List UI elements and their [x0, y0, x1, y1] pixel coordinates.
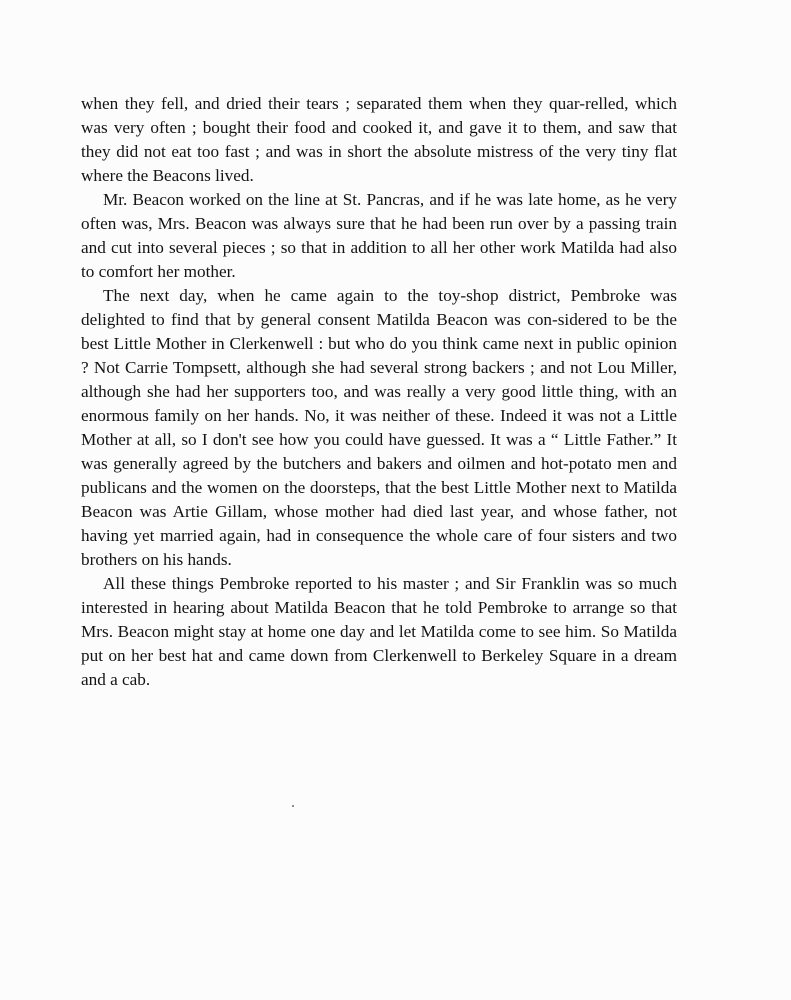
ink-speck [292, 805, 294, 807]
paragraph-mr-beacon: Mr. Beacon worked on the line at St. Pancras, and if he was late home, as he very often was, Mrs. Beacon was always sure that he had been run over by a passing train and cut into several pieces ; so that in addition to all her other work Matilda had also to comfort her mother. [81, 190, 677, 281]
body-text [81, 92, 677, 692]
paragraph-pembroke-report: All these things Pembroke reported to his master ; and Sir Franklin was so much interested in hearing about Matilda Beacon that he told Pembroke to arrange so that Mrs. Beacon might stay at home one day and let Matilda come to see him. So Matilda put on her best hat and came down from Clerkenwell to Berkeley Square in a dream and a cab. [81, 574, 677, 689]
paragraph-continuation: when they fell, and dried their tears ; separated them when they quar-relled, which was very often ; bought their food and cooked it, and gave it to them, and saw that they did not eat too fast ; and was in short the absolute mistress of the very tiny flat where the Beacons lived. [81, 94, 677, 185]
paragraph-next-day: The next day, when he came again to the toy-shop district, Pembroke was delighted to find that by general consent Matilda Beacon was con-sidered to be the best Little Mother in Clerkenwell : but who do you think came next in public opinion ? Not Carrie Tompsett, although she had several strong backers ; and not Lou Miller, although she had her supporters too, and was really a very good little thing, with an enormous family on her hands. No, it was neither of these. Indeed it was not a Little Mother at all, so I don't see how you could have guessed. It was a “ Little Father.” It was generally agreed by the butchers and bakers and oilmen and hot-potato men and publicans and the women on the doorsteps, that the best Little Mother next to Matilda Beacon was Artie Gillam, whose mother had died last year, and whose father, not having yet married again, had in consequence the whole care of four sisters and two brothers on his hands. [81, 286, 677, 569]
